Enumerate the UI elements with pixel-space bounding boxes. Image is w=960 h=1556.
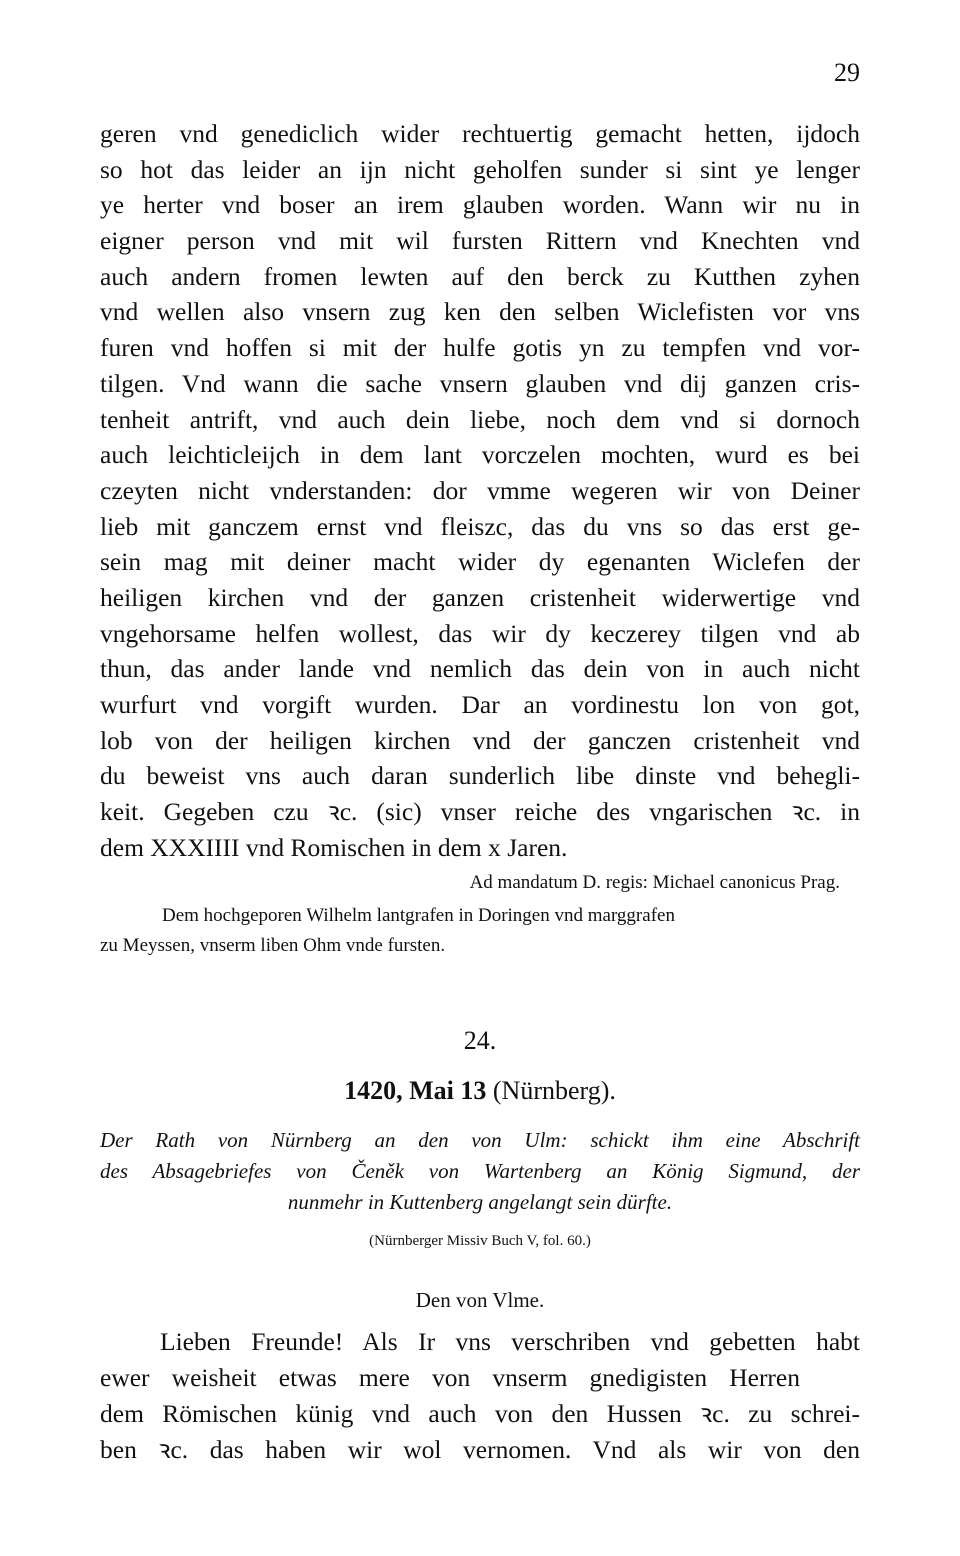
text-line: lob von der heiligen kirchen vnd der ganczen cristenheit vnd <box>100 725 860 755</box>
letter-line: ben ꝛc. das haben wir wol vernomen. Vnd als wir von den <box>100 1435 860 1464</box>
summary-line: nunmehr in Kuttenberg angelangt sein dürfte. <box>287 1190 673 1214</box>
document-number: 24. <box>463 1026 497 1055</box>
document-place: (Nürnberg). <box>492 1076 616 1105</box>
text-line: eigner person vnd mit wil fursten Rittern vnd Knechten vnd <box>100 226 860 256</box>
letter-body <box>100 1324 860 1468</box>
letter-line: ewer weisheit etwas mere von vnserm gnedigisten Herren <box>100 1363 800 1392</box>
text-line: tenheit antrift, vnd auch dein liebe, noch dem vnd si dornoch <box>100 404 860 434</box>
text-line: lieb mit ganczem ernst vnd fleiszc, das du vns so das erst ge- <box>100 511 860 541</box>
text-line: sein mag mit deiner macht wider dy egenanten Wiclefen der <box>100 547 860 577</box>
text-line: vnd wellen also vnsern zug ken den selben Wiclefisten vor vns <box>100 297 860 327</box>
text-line: geren vnd genediclich wider rechtuertig gemacht hetten, ijdoch <box>100 119 860 148</box>
page-number: 29 <box>834 58 860 87</box>
letter-line: dem Römischen künig vnd auch von den Hussen ꝛc. zu schrei- <box>100 1399 860 1428</box>
summary-line: Der Rath von Nürnberg an den von Ulm: schickt ihm eine Abschrift <box>100 1128 860 1152</box>
text-line: ye herter vnd boser an irem glauben worden. Wann wir nu in <box>100 190 860 220</box>
text-line: furen vnd hoffen si mit der hulfe gotis yn zu tempfen vnd vor- <box>100 333 860 363</box>
source-reference: (Nürnberger Missiv Buch V, fol. 60.) <box>369 1233 591 1249</box>
address-line: Dem hochgeporen Wilhelm lantgrafen in Doringen vnd marggrafen <box>162 905 675 926</box>
document-date-heading <box>0 1076 960 1106</box>
text-line: tilgen. Vnd wann die sache vnsern glauben vnd dij ganzen cris- <box>100 368 860 398</box>
text-line: auch andern fromen lewten auf den berck zu Kutthen zyhen <box>100 261 860 291</box>
text-line: thun, das ander lande vnd nemlich das dein von in auch nicht <box>100 654 860 684</box>
closing-block <box>100 869 860 961</box>
text-line: wurfurt vnd vorgift wurden. Dar an vordinestu lon von got, <box>100 690 860 719</box>
document-summary <box>100 1125 860 1218</box>
text-line: auch leichticleijch in dem lant vorczelen mochten, wurd es bei <box>100 440 860 470</box>
letter-addressee: Den von Vlme. <box>415 1288 545 1312</box>
signature-line: Ad mandatum D. regis: Michael canonicus Prag. <box>469 872 840 893</box>
text-line: keit. Gegeben czu ꝛc. (sic) vnser reiche des vngarischen ꝛc. in <box>100 797 860 827</box>
text-line: du beweist vns auch daran sunderlich libe dinste vnd behegli- <box>100 761 860 791</box>
main-text <box>100 116 860 865</box>
text-line: dem XXXIIII vnd Romischen in dem x Jaren. <box>100 832 568 862</box>
text-line: vngehorsame helfen wollest, das wir dy keczerey tilgen vnd ab <box>100 618 860 648</box>
address-line: zu Meyssen, vnserm liben Ohm vnde fursten. <box>100 935 446 956</box>
text-line: czeyten nicht vnderstanden: dor vmme wegeren wir von Deiner <box>100 475 860 505</box>
document-date: 1420, Mai 13 <box>344 1076 487 1105</box>
text-line: so hot das leider an ijn nicht geholfen sunder si sint ye lenger <box>100 154 860 184</box>
text-line: heiligen kirchen vnd der ganzen cristenheit widerwertige vnd <box>100 582 860 612</box>
summary-line: des Absagebriefes von Čeněk von Wartenberg an König Sigmund, der <box>100 1159 860 1183</box>
letter-line: Lieben Freunde! Als Ir vns verschriben vnd gebetten habt <box>160 1327 860 1356</box>
